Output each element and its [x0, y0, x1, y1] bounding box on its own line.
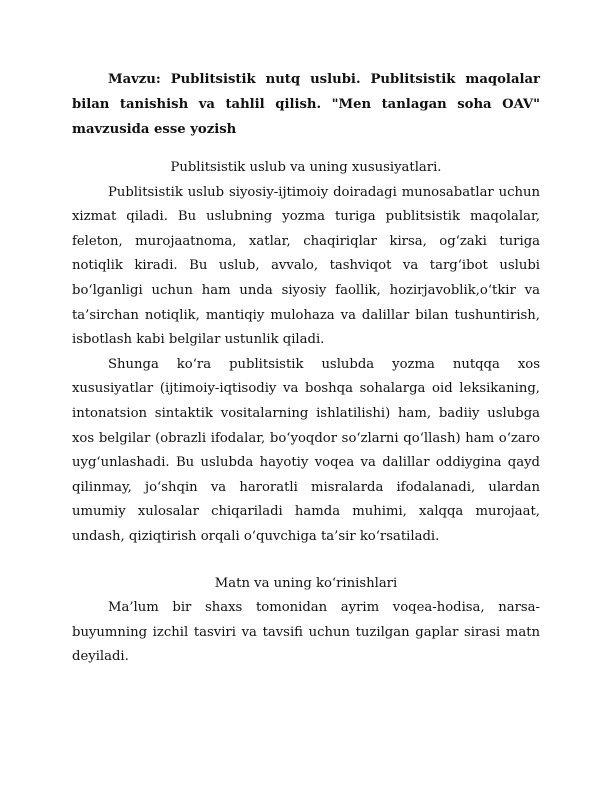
document-title: Mavzu: Publitsistik nutq uslubi. Publitsistik maqolalar bilan tanishish va tahlil qilish. "Men tanlagan soha OAV" mavzusida esse yozish [72, 72, 540, 137]
section-heading: Publitsistik uslub va uning xususiyatlari. [170, 160, 442, 175]
section-heading: Matn va uning ko‘rinishlari [214, 575, 398, 591]
paragraph: Publitsistik uslub siyosiy-ijtimoiy doiradagi munosabatlar uchun xizmat qiladi. Bu uslubning yozma turiga publitsistik maqolalar, feleton, murojaatnoma, xatlar, chaqiriqlar kirsa, og‘zaki turiga notiqlik kiradi. Bu uslub, avvalo, tashviqot va targ‘ibot uslubi bo‘lganligi uchun ham unda siyosiy faollik, hozirjavoblik,o‘tkir va ta’sirchan notiqlik, mantiqiy mulohaza va dalillar bilan tushuntirish, isbotlash kabi belgilar ustunlik qiladi. [72, 184, 540, 348]
paragraph: Ma’lum bir shaxs tomonidan ayrim voqea-hodisa, narsa-buyumning izchil tasviri va tavsifi uchun tuzilgan gaplar sirasi matn deyiladi. [72, 600, 540, 665]
document-page [72, 0, 540, 670]
paragraph: Shunga ko‘ra publitsistik uslubda yozma nutqqa xos xususiyatlar (ijtimoiy-iqtisodiy va boshqa sohalarga oid leksikaning, intonatsion sintaktik vositalarning ishlatilishi) ham, badiiy uslubga xos belgilar (obrazli ifodalar, bo‘yoqdor so‘zlarni qo‘llash) ham o‘zaro uyg‘unlashadi. Bu uslubda hayotiy voqea va dalillar oddiygina qayd qilinmay, jo‘shqin va haroratli misralarda ifodalanadi, ulardan umumiy xulosalar chiqariladi hamda muhimi, xalqqa murojaat, undash, qiziqtirish orqali o‘quvchiga ta’sir ko‘rsatiladi. [72, 356, 540, 544]
